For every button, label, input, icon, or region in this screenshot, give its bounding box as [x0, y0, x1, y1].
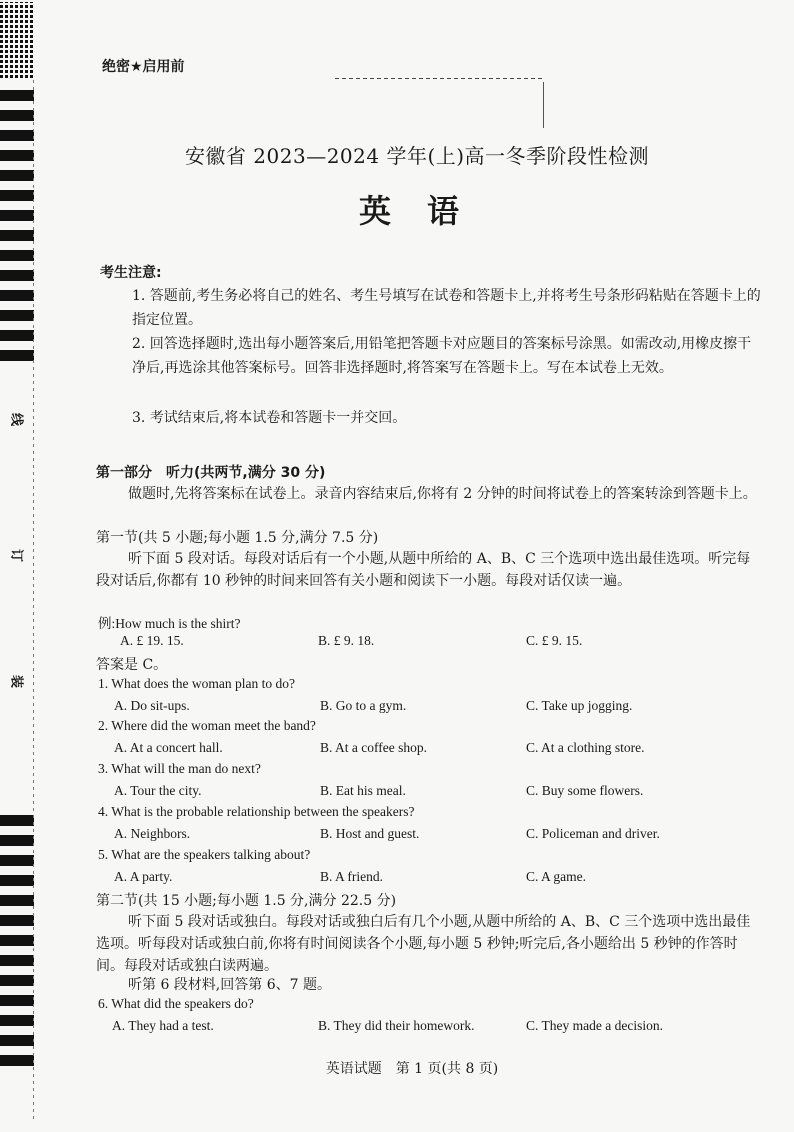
- question-2-option-a: A. At a concert hall.: [114, 740, 223, 755]
- binding-mark-zhuang: 装: [8, 674, 24, 688]
- section1-intro: 听下面 5 段对话。每段对话后有一个小题,从题中所给的 A、B、C 三个选项中选出最佳选项。听完每段对话后,你都有 10 秒钟的时间来回答有关小题和阅读下一小题。每段对话仅读一遍。: [96, 551, 751, 589]
- question-6-option-b: B. They did their homework.: [318, 1018, 475, 1033]
- question-3-option-a: A. Tour the city.: [114, 783, 202, 798]
- binding-mark-xian: 线: [8, 412, 24, 426]
- question-6-option-c: C. They made a decision.: [526, 1018, 663, 1033]
- binding-dashed-line: [33, 80, 34, 1120]
- question-5: 5. What are the speakers talking about?: [98, 847, 311, 862]
- subject-title: 英语: [358, 192, 495, 230]
- notice-item-1: 1. 答题前,考生务必将自己的姓名、考生号填写在试卷和答题卡上,并将考生号条形码粘贴在答题卡上的指定位置。: [132, 288, 761, 328]
- question-3: 3. What will the man do next?: [98, 761, 261, 776]
- question-6: 6. What did the speakers do?: [98, 996, 254, 1011]
- notice-heading: 考生注意:: [100, 265, 162, 281]
- question-2: 2. Where did the woman meet the band?: [98, 718, 316, 733]
- section1-heading: 第一节(共 5 小题;每小题 1.5 分,满分 7.5 分): [96, 530, 379, 546]
- question-4-option-c: C. Policeman and driver.: [526, 826, 660, 841]
- question-5-option-a: A. A party.: [114, 869, 173, 884]
- example-answer: 答案是 C。: [96, 657, 168, 673]
- exam-title: 安徽省 2023—2024 学年(上)高一冬季阶段性检测: [184, 144, 650, 168]
- material-6-note: 听第 6 段材料,回答第 6、7 题。: [128, 977, 331, 993]
- notice-item-2: 2. 回答选择题时,选出每小题答案后,用铅笔把答题卡对应题目的答案标号涂黑。如需改动,用橡皮擦干净后,再选涂其他答案标号。回答非选择题时,将答案写在答题卡上。写在本试卷上无效。: [132, 336, 752, 376]
- question-5-option-b: B. A friend.: [320, 869, 383, 884]
- qr-code-icon: [0, 2, 34, 78]
- question-1-option-b: B. Go to a gym.: [320, 698, 407, 713]
- example-option-b: B. £ 9. 18.: [318, 633, 375, 648]
- notice-item-3: 3. 考试结束后,将本试卷和答题卡一并交回。: [132, 410, 407, 426]
- decorative-vertical-line: [543, 82, 544, 128]
- question-2-option-b: B. At a coffee shop.: [320, 740, 427, 755]
- example-option-c: C. £ 9. 15.: [526, 633, 583, 648]
- question-1-option-a: A. Do sit-ups.: [114, 698, 190, 713]
- question-1-option-c: C. Take up jogging.: [526, 698, 633, 713]
- decorative-dashed-line: [335, 78, 545, 79]
- binding-mark-ding: 订: [8, 548, 24, 562]
- question-4-option-b: B. Host and guest.: [320, 826, 420, 841]
- section2-heading: 第二节(共 15 小题;每小题 1.5 分,满分 22.5 分): [96, 893, 397, 909]
- part1-intro: 做题时,先将答案标在试卷上。录音内容结束后,你将有 2 分钟的时间将试卷上的答案转涂到答题卡上。: [128, 486, 757, 502]
- secret-label: 绝密★启用前: [102, 59, 185, 75]
- question-4-option-a: A. Neighbors.: [114, 826, 191, 841]
- page-footer: 英语试题 第 1 页(共 8 页): [325, 1061, 499, 1077]
- question-2-option-c: C. At a clothing store.: [526, 740, 645, 755]
- question-6-option-a: A. They had a test.: [112, 1018, 214, 1033]
- example-option-a: A. £ 19. 15.: [120, 633, 184, 648]
- section2-intro: 听下面 5 段对话或独白。每段对话或独白后有几个小题,从题中所给的 A、B、C 三个选项中选出最佳选项。听每段对话或独白前,你将有时间阅读各个小题,每小题 5 秒钟;听完后,各小题给出 5 秒钟的作答时间。每段对话或独白读两遍。: [96, 914, 751, 974]
- question-3-option-c: C. Buy some flowers.: [526, 783, 644, 798]
- question-3-option-b: B. Eat his meal.: [320, 783, 406, 798]
- example-question: 例:How much is the shirt?: [98, 616, 241, 631]
- question-4: 4. What is the probable relationship between the speakers?: [98, 804, 415, 819]
- barcode-bars-bottom: [0, 815, 34, 1075]
- binding-strip: [0, 0, 34, 1132]
- part1-heading: 第一部分 听力(共两节,满分 30 分): [96, 465, 326, 481]
- question-5-option-c: C. A game.: [526, 869, 586, 884]
- question-1: 1. What does the woman plan to do?: [98, 676, 295, 691]
